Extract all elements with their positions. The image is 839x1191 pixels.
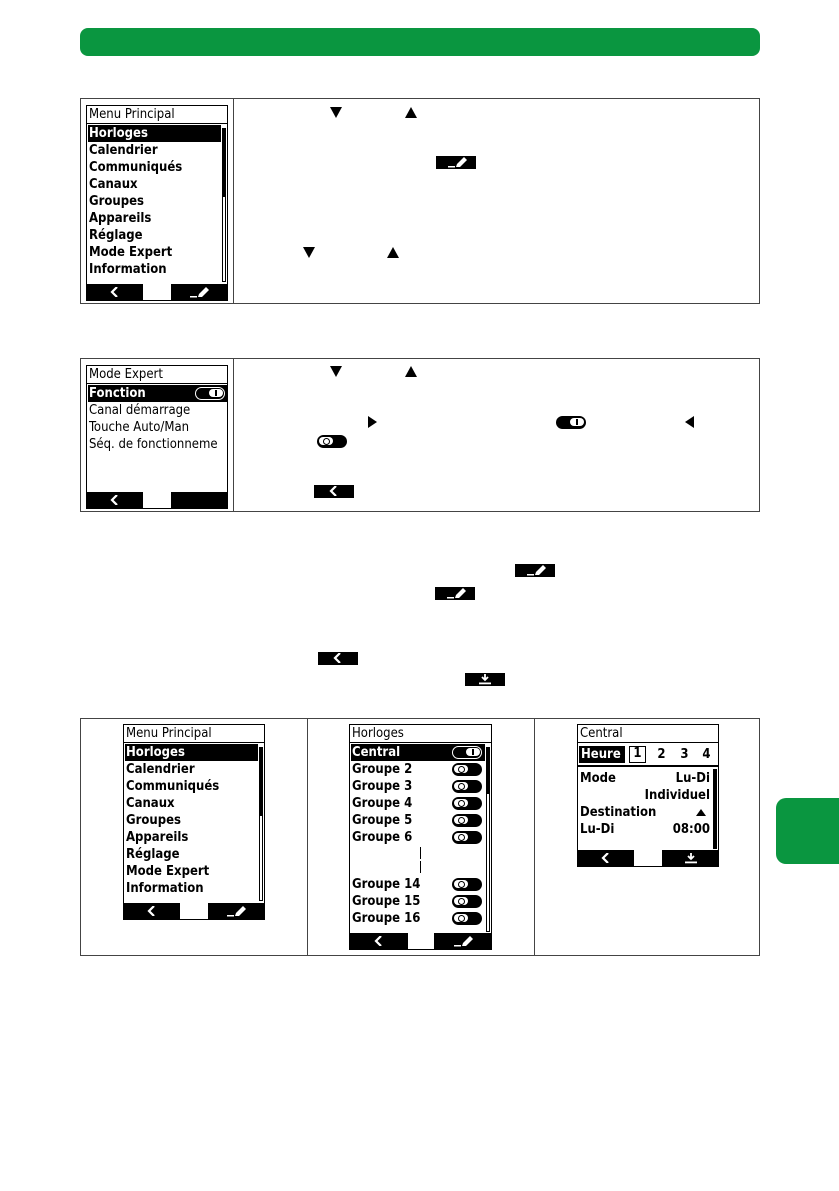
edit-pen-icon bbox=[515, 564, 555, 577]
toggle-off-icon[interactable] bbox=[452, 878, 482, 891]
lcd-central bbox=[577, 724, 719, 867]
edit-pen-icon bbox=[435, 587, 475, 600]
menu-item-communiques[interactable]: Communiqués bbox=[89, 160, 183, 175]
menu-item-information[interactable]: Information bbox=[89, 262, 167, 277]
toggle-on-icon[interactable] bbox=[195, 387, 225, 400]
menu-item-communiques[interactable]: Communiqués bbox=[126, 779, 220, 794]
back-button[interactable] bbox=[124, 903, 180, 919]
tab-heure[interactable]: Heure bbox=[579, 746, 625, 763]
edit-pen-icon bbox=[454, 936, 474, 947]
toggle-off-icon[interactable] bbox=[452, 797, 482, 810]
toggle-off-icon[interactable] bbox=[452, 780, 482, 793]
back-button[interactable] bbox=[350, 933, 408, 949]
screen-title: Mode Expert bbox=[87, 366, 227, 384]
ellipsis-line bbox=[420, 861, 421, 873]
back-icon bbox=[110, 287, 120, 297]
screen-title: Horloges bbox=[350, 725, 491, 743]
edit-pen-icon bbox=[190, 287, 210, 298]
toggle-off-icon[interactable] bbox=[452, 831, 482, 844]
list-item-groupe-15[interactable]: Groupe 15 bbox=[352, 894, 421, 909]
lcd-menu-principal-2 bbox=[123, 724, 265, 920]
menu-item-canaux[interactable]: Canaux bbox=[126, 796, 175, 811]
triangle-down-icon bbox=[303, 247, 315, 258]
edit-button[interactable] bbox=[434, 933, 492, 949]
mode-label: Mode bbox=[580, 771, 616, 786]
lcd-menu-principal bbox=[86, 105, 228, 301]
tab-4[interactable]: 4 bbox=[702, 747, 711, 762]
list-item-groupe-4[interactable]: Groupe 4 bbox=[352, 796, 413, 811]
day-label: Lu-Di bbox=[580, 822, 615, 837]
list-item-groupe-2[interactable]: Groupe 2 bbox=[352, 762, 413, 777]
menu-item-appareils[interactable]: Appareils bbox=[89, 211, 152, 226]
tab-divider bbox=[578, 765, 718, 767]
tab-1[interactable]: 1 bbox=[629, 746, 646, 763]
destination-label: Destination bbox=[580, 805, 657, 820]
list-item-groupe-5[interactable]: Groupe 5 bbox=[352, 813, 413, 828]
scrollbar[interactable] bbox=[486, 747, 490, 932]
menu-item-reglage[interactable]: Réglage bbox=[89, 228, 143, 243]
list-item-groupe-14[interactable]: Groupe 14 bbox=[352, 877, 421, 892]
save-icon bbox=[465, 673, 505, 686]
screen-title: Menu Principal bbox=[124, 725, 264, 743]
menu-item-sequence[interactable]: Séq. de fonctionneme bbox=[89, 437, 218, 452]
menu-item-appareils[interactable]: Appareils bbox=[126, 830, 189, 845]
list-item-central[interactable]: Central bbox=[351, 744, 485, 761]
scrollbar[interactable] bbox=[713, 769, 717, 849]
menu-item-groupes[interactable]: Groupes bbox=[126, 813, 182, 828]
edit-pen-icon bbox=[436, 156, 476, 169]
toggle-off-icon bbox=[317, 435, 347, 448]
menu-item-calendrier[interactable]: Calendrier bbox=[89, 143, 158, 158]
lcd-horloges bbox=[349, 724, 492, 950]
menu-item-horloges[interactable]: Horloges bbox=[125, 744, 258, 761]
triangle-down-icon bbox=[330, 366, 342, 377]
triangle-down-icon bbox=[330, 107, 342, 118]
back-icon bbox=[110, 495, 120, 505]
tab-3[interactable]: 3 bbox=[680, 747, 689, 762]
toggle-off-icon[interactable] bbox=[452, 912, 482, 925]
list-item-groupe-3[interactable]: Groupe 3 bbox=[352, 779, 413, 794]
back-button[interactable] bbox=[578, 850, 634, 866]
menu-item-mode-expert[interactable]: Mode Expert bbox=[126, 864, 210, 879]
scrollbar[interactable] bbox=[259, 747, 263, 901]
chapter-tab bbox=[776, 798, 839, 864]
edit-pen-icon bbox=[227, 906, 247, 917]
panel-mode-expert bbox=[80, 358, 760, 512]
edit-button[interactable] bbox=[208, 903, 265, 919]
menu-item-information[interactable]: Information bbox=[126, 881, 204, 896]
menu-item-reglage[interactable]: Réglage bbox=[126, 847, 180, 862]
scrollbar[interactable] bbox=[222, 128, 226, 282]
mode-value[interactable]: Lu-Di bbox=[675, 771, 710, 786]
list-item-groupe-16[interactable]: Groupe 16 bbox=[352, 911, 421, 926]
toggle-on-icon[interactable] bbox=[452, 746, 482, 759]
list-item-groupe-6[interactable]: Groupe 6 bbox=[352, 830, 413, 845]
panel-screens-row bbox=[80, 718, 760, 956]
edit-button[interactable] bbox=[171, 284, 228, 300]
toggle-on-icon bbox=[556, 416, 586, 429]
back-icon bbox=[374, 936, 384, 946]
back-icon bbox=[601, 853, 611, 863]
tab-2[interactable]: 2 bbox=[657, 747, 666, 762]
menu-item-mode-expert[interactable]: Mode Expert bbox=[89, 245, 173, 260]
menu-item-groupes[interactable]: Groupes bbox=[89, 194, 145, 209]
triangle-right-icon bbox=[368, 416, 377, 428]
triangle-up-icon bbox=[696, 809, 706, 816]
back-button[interactable] bbox=[87, 284, 143, 300]
toggle-off-icon[interactable] bbox=[452, 895, 482, 908]
save-icon bbox=[684, 853, 698, 864]
toggle-off-icon[interactable] bbox=[452, 763, 482, 776]
menu-item-canal-demarrage[interactable]: Canal démarrage bbox=[89, 403, 191, 418]
screen-title: Menu Principal bbox=[87, 106, 227, 124]
lcd-mode-expert bbox=[86, 365, 228, 509]
triangle-up-icon bbox=[387, 247, 399, 258]
back-icon bbox=[314, 485, 354, 498]
menu-item-canaux[interactable]: Canaux bbox=[89, 177, 138, 192]
menu-item-horloges[interactable]: Horloges bbox=[88, 125, 221, 142]
time-value[interactable]: 08:00 bbox=[672, 822, 710, 837]
mode-value-2[interactable]: Individuel bbox=[644, 788, 710, 803]
menu-item-calendrier[interactable]: Calendrier bbox=[126, 762, 195, 777]
panel-menu-principal bbox=[80, 98, 760, 304]
header-bar bbox=[80, 28, 760, 56]
triangle-up-icon bbox=[405, 366, 417, 377]
save-button[interactable] bbox=[662, 850, 719, 866]
empty-softkey[interactable] bbox=[171, 492, 228, 508]
screen-title: Central bbox=[578, 725, 718, 743]
menu-item-touche-auto-man[interactable]: Touche Auto/Man bbox=[89, 420, 190, 435]
triangle-up-icon bbox=[405, 107, 417, 118]
back-icon bbox=[318, 652, 358, 665]
back-icon bbox=[147, 906, 157, 916]
triangle-left-icon bbox=[685, 416, 694, 428]
back-button[interactable] bbox=[87, 492, 143, 508]
menu-item-fonction[interactable]: Fonction bbox=[88, 385, 227, 402]
ellipsis-line bbox=[420, 847, 421, 859]
toggle-off-icon[interactable] bbox=[452, 814, 482, 827]
